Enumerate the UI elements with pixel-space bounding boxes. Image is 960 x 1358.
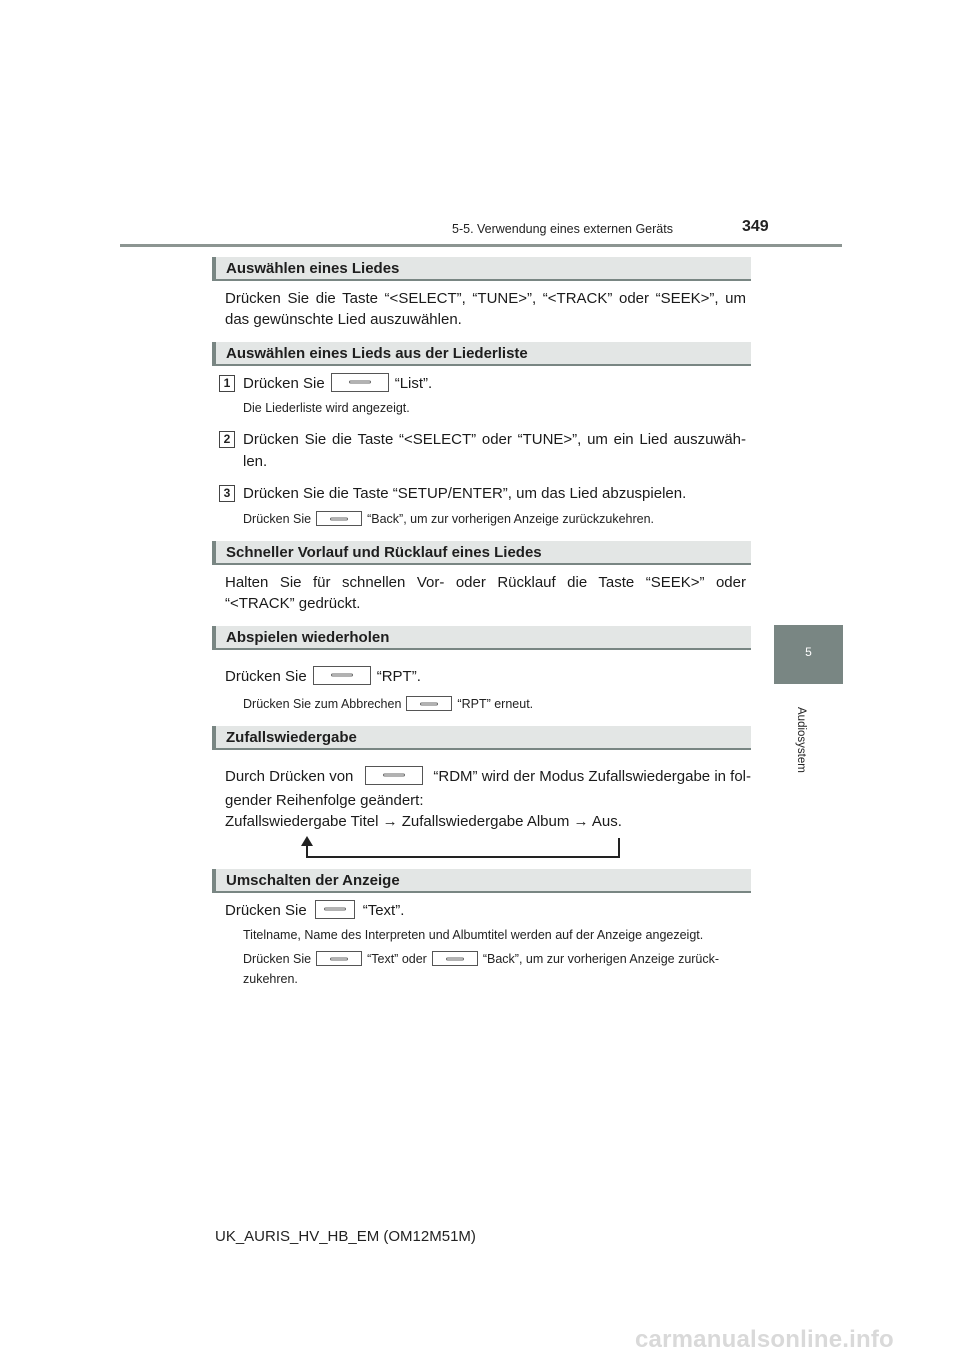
paragraph-line: gender Reihenfolge geändert: [225, 792, 424, 809]
repeat-note [243, 697, 533, 712]
section-heading-text: Zufallswiedergabe [226, 729, 357, 746]
display-note: Titelname, Name des Interpreten und Albumtitel werden auf der Anzeige angezeigt. [243, 928, 704, 942]
text-part: “RDM” wird der Modus Zufallswiedergabe in fol- [433, 768, 751, 785]
section-heading-text: Umschalten der Anzeige [226, 872, 400, 889]
repeat-instruction [225, 666, 421, 687]
step-number-3: 3 [219, 485, 235, 502]
section-heading-repeat [212, 626, 751, 650]
text-part: Drücken Sie [225, 902, 307, 919]
section-heading-text: Abspielen wiederholen [226, 629, 390, 646]
watermark: carmanualsonline.info [635, 1326, 894, 1353]
back-screen-button-small[interactable] [432, 951, 478, 966]
display-instruction [225, 900, 404, 921]
cycle-arrow-right [618, 838, 620, 858]
section-heading-display [212, 869, 751, 893]
paragraph-line: das gewünschte Lied auszuwählen. [225, 311, 462, 328]
text-screen-button-small[interactable] [316, 951, 362, 966]
header-rule [120, 244, 842, 247]
chapter-tab-number: 5 [805, 645, 812, 659]
running-header-section: 5-5. Verwendung eines externen Geräts [452, 222, 673, 236]
step-2-line: Drücken Sie die Taste “<SELECT” oder “TUNE>”, um ein Lied auszuwäh- [243, 431, 746, 448]
chapter-side-label: Audiosystem [795, 707, 807, 773]
section-heading-text: Schneller Vorlauf und Rücklauf eines Liedes [226, 544, 542, 561]
note-text-part: Drücken Sie [243, 952, 312, 966]
page-number: 349 [742, 218, 769, 235]
step-1-text [243, 373, 432, 394]
text-part: Durch Drücken von [225, 768, 354, 785]
random-sequence: Zufallswiedergabe Titel → Zufallswiedergabe Album → Aus. [225, 813, 622, 830]
paragraph-line: Drücken Sie die Taste “<SELECT”, “TUNE>”, “<TRACK” oder “SEEK>”, um [225, 290, 746, 307]
back-screen-button[interactable] [316, 511, 362, 526]
rdm-screen-button[interactable] [365, 766, 423, 785]
step-1-note: Die Liederliste wird angezeigt. [243, 401, 410, 415]
step-text-part: “List”. [394, 375, 433, 392]
step-text-part: Drücken Sie [243, 375, 325, 392]
step-3-text: Drücken Sie die Taste “SETUP/ENTER”, um das Lied abzuspielen. [243, 485, 687, 502]
note-text-part: “Back”, um zur vorherigen Anzeige zurück- [482, 952, 720, 966]
chapter-tab [774, 625, 843, 684]
rpt-screen-button[interactable] [313, 666, 371, 685]
cycle-arrow-line [306, 856, 620, 858]
section-heading-song-list [212, 342, 751, 366]
display-note-2-continued: zukehren. [243, 972, 298, 986]
note-text-part: Drücken Sie [243, 512, 312, 526]
paragraph-line: Halten Sie für schnellen Vor- oder Rücklauf die Taste “SEEK>” oder [225, 574, 746, 591]
document-code: UK_AURIS_HV_HB_EM (OM12M51M) [215, 1228, 476, 1245]
step-number-2: 2 [219, 431, 235, 448]
step-3-note [243, 512, 654, 527]
list-screen-button[interactable] [331, 373, 389, 392]
text-part: “Text”. [362, 902, 405, 919]
random-instruction [225, 766, 751, 787]
note-text-part: “Text” oder [367, 952, 427, 966]
text-screen-button[interactable] [315, 900, 355, 919]
section-heading-text: Auswählen eines Liedes [226, 260, 400, 277]
step-number-1: 1 [219, 375, 235, 392]
section-heading-fast-forward [212, 541, 751, 565]
paragraph-line: “<TRACK” gedrückt. [225, 595, 361, 612]
section-heading-select-song [212, 257, 751, 281]
note-text-part: “RPT” erneut. [457, 697, 534, 711]
section-heading-text: Auswählen eines Lieds aus der Liederliste [226, 345, 528, 362]
display-note-2 [243, 952, 719, 967]
note-text-part: Drücken Sie zum Abbrechen [243, 697, 402, 711]
rpt-screen-button-small[interactable] [406, 696, 452, 711]
text-part: Drücken Sie [225, 668, 307, 685]
step-2-line: len. [243, 453, 268, 470]
text-part: “RPT”. [376, 668, 421, 685]
note-text-part: “Back”, um zur vorherigen Anzeige zurückzukehren. [367, 512, 655, 526]
section-heading-random [212, 726, 751, 750]
